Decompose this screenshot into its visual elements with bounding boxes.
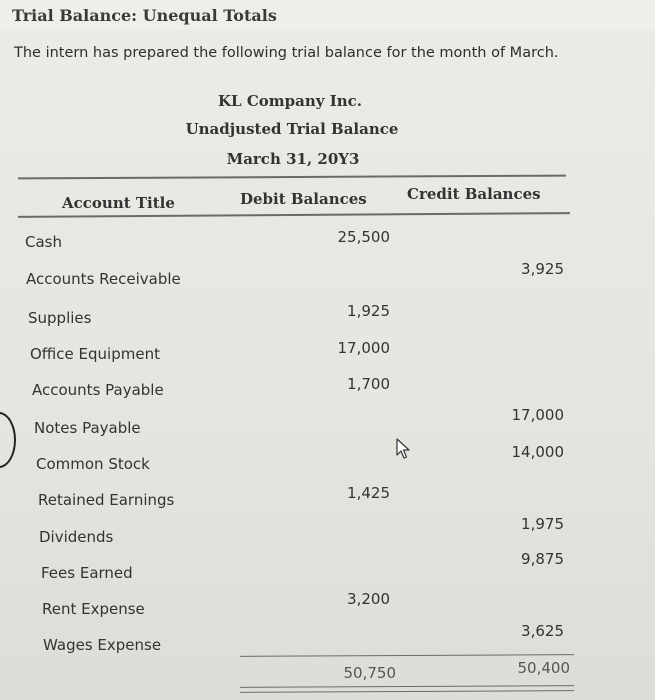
- account-title: Accounts Receivable: [26, 270, 181, 288]
- company-name: KL Company Inc.: [218, 92, 362, 110]
- double-rule-upper: [240, 685, 574, 688]
- credit-amount: 1,975: [521, 515, 564, 533]
- debit-amount: 1,425: [347, 484, 390, 502]
- account-title: Accounts Payable: [32, 381, 164, 399]
- credit-amount: 14,000: [511, 443, 564, 461]
- account-title: Fees Earned: [41, 564, 133, 582]
- account-title: Wages Expense: [43, 636, 162, 654]
- header-top-rule: [18, 175, 566, 180]
- total-top-rule: [240, 654, 574, 657]
- header-bottom-rule: [18, 212, 570, 218]
- column-header-credit: Credit Balances: [407, 185, 541, 203]
- total-debit: 50,750: [343, 664, 396, 682]
- account-title: Cash: [25, 233, 62, 251]
- statement-date: March 31, 20Y3: [226, 150, 360, 168]
- account-title: Office Equipment: [30, 345, 160, 363]
- account-title: Retained Earnings: [38, 491, 175, 509]
- account-title: Notes Payable: [34, 419, 141, 437]
- mouse-pointer-icon: [396, 438, 412, 460]
- account-title: Dividends: [39, 528, 114, 546]
- credit-amount: 3,625: [521, 622, 564, 640]
- account-title: Supplies: [28, 309, 92, 327]
- account-title: Common Stock: [36, 455, 150, 473]
- column-header-account: Account Title: [62, 194, 175, 212]
- debit-amount: 1,925: [347, 302, 390, 320]
- statement-title: Unadjusted Trial Balance: [185, 120, 399, 138]
- debit-amount: 17,000: [337, 339, 390, 357]
- page-heading: Trial Balance: Unequal Totals: [12, 6, 277, 25]
- credit-amount: 17,000: [511, 406, 564, 424]
- debit-amount: 25,500: [337, 228, 390, 246]
- double-rule-lower: [240, 690, 574, 693]
- intro-text: The intern has prepared the following trial balance for the month of March.: [14, 45, 559, 61]
- debit-amount: 1,700: [347, 375, 390, 393]
- column-header-debit: Debit Balances: [240, 190, 367, 208]
- debit-amount: 3,200: [347, 590, 390, 608]
- top-bar: [0, 0, 655, 30]
- credit-amount: 3,925: [521, 260, 564, 278]
- account-title: Rent Expense: [42, 600, 145, 618]
- credit-amount: 9,875: [521, 550, 564, 568]
- total-credit: 50,400: [517, 659, 570, 677]
- bracket-mark: [0, 412, 16, 468]
